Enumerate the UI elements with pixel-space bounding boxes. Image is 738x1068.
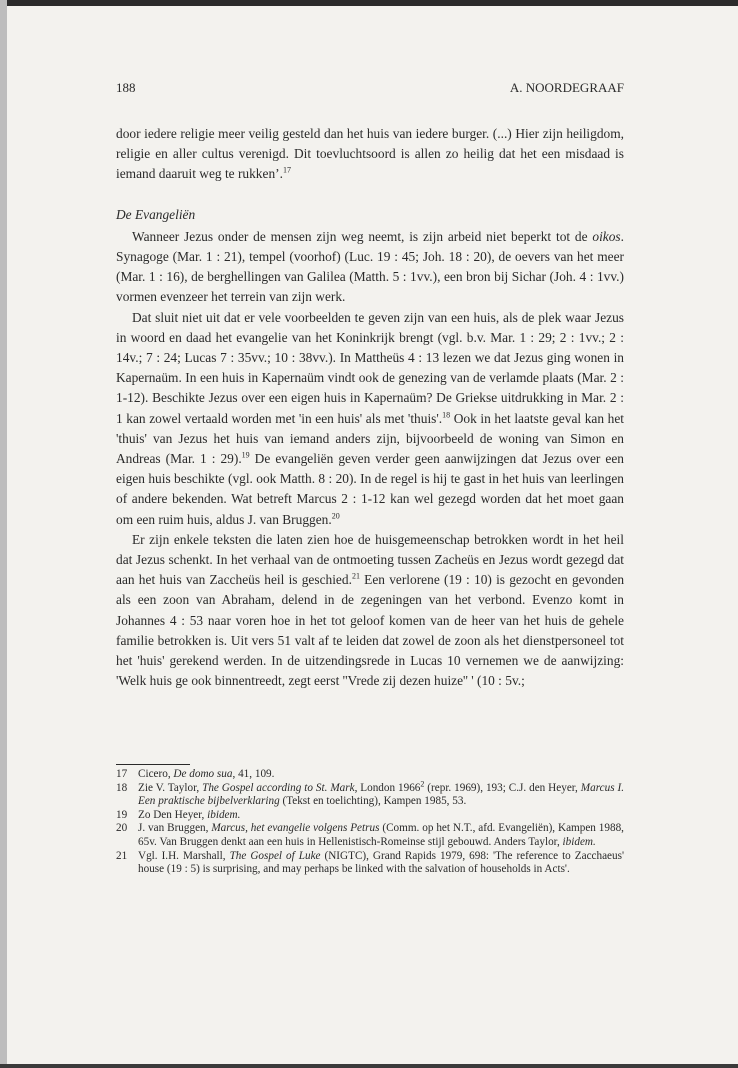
- running-head: A. NOORDEGRAAF: [509, 80, 624, 95]
- p3-text-c: De evangeliën geven verder geen aanwijzingen dat Jezus over een eigen huis beschikte (vgl. ook Matth. 8 : 20). In de regel is hij te gast in het huis van leerlingen of andere bekenden. Wat betreft Marcus 2 : 1-12 kan wel gezegd worden dat het moet gaan om een ruim huis, aldus J. van Bruggen.: [116, 451, 624, 527]
- p4-text-a: Er zijn enkele teksten die laten zien hoe de huisgemeenschap betrokken wordt in het heil dat Jezus schenkt. In het verhaal van de ontmoeting tussen Zacheüs en Jezus wordt gezegd dat aan het huis van Zaccheüs heil is geschied.: [116, 531, 624, 588]
- footnote-ref-19: 19: [241, 450, 250, 460]
- footnote-number: 21: [116, 849, 128, 862]
- footnote-19: [116, 809, 624, 823]
- p2-text-b: . Synagoge (Mar. 1 : 21), tempel (voorhof) (Luc. 19 : 45; Joh. 18 : 20), de oevers van het meer (Mar. 1 : 16), de berghellingen van Galilea (Matth. 5 : 1vv.), een bron bij Sichar (Joh. 4 : 1vv.) vormen evenzeer het terrein van zijn werk.: [116, 228, 624, 305]
- p3-text-a: Dat sluit niet uit dat er vele voorbeelden te geven zijn van een huis, als de plek waar Jezus in woord en daad het evangelie van het Koninkrijk brengt (vgl. b.v. Mar. 1 : 29; 2 : 1vv.; 2 : 14v.; 7 : 24; Lucas 7 : 35vv.; 10 : 38vv.). In Mattheüs 4 : 13 lezen we dat Jezus ging wonen in Kapernaüm. In een huis in Kapernaüm vindt ook de genezing van de verlamde plaats (Mar. 2 : 1-12). Beschikte Jezus over een eigen huis in Kapernaüm? De Griekse uitdrukking in Mar. 2 : 1 kan zowel vertaald worden met 'in een huis' als met 'thuis'.: [116, 309, 624, 426]
- p2-text-a: Wanneer Jezus onder de mensen zijn weg neemt, is zijn arbeid niet beperkt tot de: [132, 228, 593, 244]
- footnote-ref-21: 21: [351, 571, 360, 581]
- footnote-number: 20: [116, 822, 128, 835]
- paragraph-1: [116, 124, 624, 185]
- footnote-20: [116, 822, 624, 849]
- footnote-text: Zie V. Taylor, The Gospel according to St. Mark, London 1966$^2$ (repr. 1969), 193; C.J. den Heyer, Marcus I. Een praktische bijbelverklaring (Tekst en toelichting), Kampen 1985, 53.: [138, 778, 624, 808]
- bottom-scan-edge: [0, 1064, 738, 1068]
- footnote-text: Vgl. I.H. Marshall, The Gospel of Luke (NIGTC), Grand Rapids 1979, 698: 'The reference to Zacchaeus' house (19 : 5) is surprising, and may perhaps be linked with the salvation of households in Acts'.: [138, 849, 624, 876]
- section-heading: De Evangeliën: [116, 206, 196, 222]
- p4-text-b: Een verlorene (19 : 10) is gezocht en gevonden als een zoon van Abraham, delend in de zegeningen van het verbond. Evenzo komt in Johannes 4 : 53 naar voren hoe in het tot geloof komen van de heer van het huis de gehele familie betrokken is. Uit vers 51 valt af te leiden dat zowel de zoon als het dienstpersoneel tot het 'huis' gerekend werden. In de uitzendingsrede in Lucas 10 vernemen we de aanwijzing: 'Welk huis ge ook binnentreedt, zegt eerst ''Vrede zij dezen huize'' ' (10 : 5v.;: [116, 572, 625, 689]
- top-scan-edge: [0, 0, 738, 6]
- footnote-17: [116, 768, 624, 782]
- footnotes: [116, 768, 624, 877]
- footnote-rule: [116, 764, 190, 765]
- p1-text: door iedere religie meer veilig gesteld dan het huis van iedere burger. (...) Hier zijn heiligdom, religie en aller cultus verenigd. Dit toevluchtsoord is allen zo heilig dat het een misdaad is iemand daaruit weg te rukken’.: [116, 126, 624, 182]
- body-text: [116, 124, 624, 691]
- footnote-ref-17: 17: [282, 165, 291, 175]
- footnote-text: Cicero, De domo sua, 41, 109.: [138, 768, 275, 780]
- footnote-ref-20: 20: [331, 511, 340, 521]
- page-number: 188: [116, 80, 136, 95]
- footnote-21: [116, 850, 624, 877]
- p2-italic-oikos: oikos: [592, 228, 621, 244]
- footnote-18: [116, 778, 624, 809]
- left-scan-edge: [0, 0, 7, 1068]
- footnote-number: 18: [116, 781, 128, 794]
- paragraph-2: [116, 227, 624, 308]
- paragraph-4: [116, 530, 624, 692]
- paragraph-3: [116, 308, 624, 530]
- p3-text-b: Ook in het laatste geval kan het 'thuis' van Jezus het huis van iemand anders zijn, bijvoorbeeld de woning van Simon en Andreas (Mar. 1 : 29).: [116, 410, 624, 467]
- footnote-number: 19: [116, 808, 128, 821]
- footnote-text: J. van Bruggen, Marcus, het evangelie volgens Petrus (Comm. op het N.T., afd. Evangeliën), Kampen 1988, 65v. Van Bruggen denkt aan een huis in Hellenistisch-Romeinse stijl gebouwd. Anders Taylor, ibidem.: [138, 822, 624, 848]
- footnote-number: 17: [116, 768, 128, 780]
- footnote-ref-18: 18: [442, 410, 451, 420]
- footnote-text: Zo Den Heyer, ibidem.: [138, 808, 241, 821]
